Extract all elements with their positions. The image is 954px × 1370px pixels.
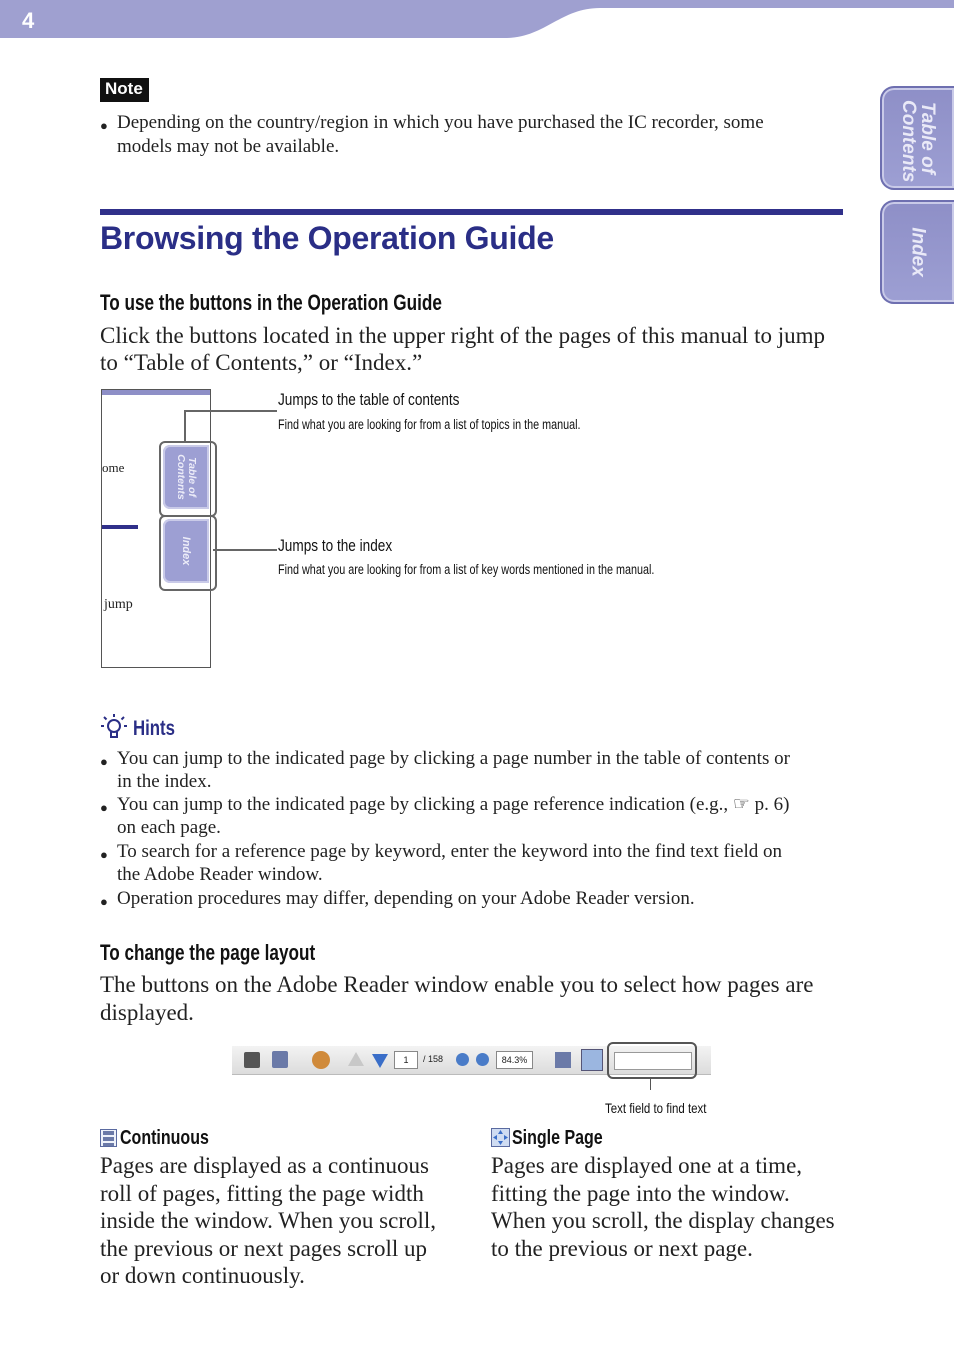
- hint-4-line-1: Operation procedures may differ, depending on your Adobe Reader version.: [117, 888, 695, 909]
- single-page-title: Single Page: [512, 1127, 603, 1149]
- collaborate-icon[interactable]: [312, 1051, 330, 1069]
- hint-2-line-2: on each page.: [117, 817, 221, 838]
- figure-index-tab-label: Index: [180, 536, 192, 566]
- callout-toc-desc: Find what you are looking for from a list of topics in the manual.: [278, 417, 581, 432]
- next-page-icon[interactable]: [372, 1054, 388, 1068]
- bullet-dot: ●: [100, 118, 108, 133]
- section-title: Browsing the Operation Guide: [100, 220, 554, 256]
- thumbnail-text-2: jump: [104, 597, 133, 612]
- zoom-out-icon[interactable]: [456, 1053, 469, 1066]
- find-callout: Text field to find text: [605, 1100, 707, 1116]
- find-field-highlight: [607, 1042, 697, 1079]
- hint-1-line-2: in the index.: [117, 771, 212, 792]
- single-page-icon[interactable]: [581, 1049, 603, 1071]
- zoom-input[interactable]: 84.3%: [496, 1051, 533, 1069]
- find-callout-line: [650, 1077, 651, 1090]
- thumbnail-rule: [102, 525, 138, 529]
- thumbnail-text-1: ome: [102, 460, 125, 475]
- callout-toc-title: Jumps to the table of contents: [278, 390, 460, 409]
- continuous-line: roll of pages, fitting the page width: [100, 1180, 424, 1206]
- note-line-2: models may not be available.: [117, 136, 340, 157]
- section-rule: [100, 209, 843, 215]
- buttons-line-1: Click the buttons located in the upper right of the pages of this manual to jump: [100, 323, 825, 348]
- continuous-title: Continuous: [120, 1127, 209, 1149]
- find-text-field[interactable]: [614, 1052, 692, 1070]
- note-badge: Note: [100, 78, 149, 102]
- hint-3-line-2: the Adobe Reader window.: [117, 864, 323, 885]
- bullet-dot: ●: [100, 847, 108, 862]
- single-page-description: [491, 1152, 871, 1262]
- header-band: [0, 0, 954, 40]
- bullet-dot: ●: [100, 894, 108, 909]
- callout-index-title: Jumps to the index: [278, 536, 393, 555]
- single-page-line: Pages are displayed one at a time,: [491, 1153, 803, 1178]
- figure-toc-tab-label: Table of Contents: [175, 454, 198, 500]
- continuous-line: or down continuously.: [100, 1263, 305, 1288]
- page-number: 4: [22, 8, 35, 33]
- page-number-input[interactable]: 1: [394, 1051, 418, 1069]
- hints-title: Hints: [133, 717, 175, 740]
- table-of-contents-tab[interactable]: [880, 86, 954, 190]
- note-line-1: Depending on the country/region in which you have purchased the IC recorder, some: [117, 112, 764, 133]
- bullet-dot: ●: [100, 754, 108, 769]
- hint-1-line-1: You can jump to the indicated page by clicking a page number in the table of contents or: [117, 748, 790, 769]
- figure-toc-tab[interactable]: [163, 445, 209, 509]
- email-icon[interactable]: [272, 1051, 288, 1068]
- print-icon[interactable]: [244, 1052, 260, 1068]
- callout-index-desc: Find what you are looking for from a list of key words mentioned in the manual.: [278, 562, 655, 577]
- page-total: / 158: [423, 1054, 444, 1064]
- single-page-icon: [491, 1128, 510, 1147]
- single-page-line: When you scroll, the display changes: [491, 1208, 835, 1233]
- continuous-line: the previous or next pages scroll up: [100, 1235, 428, 1261]
- hint-3-line-1: To search for a reference page by keyword, enter the keyword into the find text field on: [117, 841, 782, 862]
- single-page-line: to the previous or next page.: [491, 1235, 753, 1261]
- zoom-in-icon[interactable]: [476, 1053, 489, 1066]
- layout-line-2: displayed.: [100, 1000, 194, 1025]
- hint-2-line-1: You can jump to the indicated page by clicking a page reference indication (e.g., ☞ p. 6): [117, 794, 790, 815]
- bullet-dot: ●: [100, 800, 108, 815]
- table-of-contents-tab-label: Table of Contents: [898, 100, 938, 183]
- layout-line-1: The buttons on the Adobe Reader window enable you to select how pages are: [100, 972, 814, 997]
- figure-index-tab[interactable]: [163, 519, 209, 583]
- previous-page-icon[interactable]: [348, 1052, 364, 1066]
- continuous-icon[interactable]: [555, 1052, 571, 1068]
- continuous-line: Pages are displayed as a continuous: [100, 1153, 429, 1178]
- index-tab-label: Index: [907, 227, 929, 277]
- layout-heading: To change the page layout: [100, 940, 316, 965]
- index-tab[interactable]: [880, 200, 954, 304]
- single-page-line: fitting the page into the window.: [491, 1180, 790, 1206]
- buttons-heading: To use the buttons in the Operation Guide: [100, 290, 442, 315]
- continuous-description: [100, 1152, 470, 1290]
- continuous-line: inside the window. When you scroll,: [100, 1208, 437, 1233]
- continuous-icon: [100, 1129, 117, 1147]
- thumbnail-band: [102, 390, 210, 395]
- buttons-line-2: to “Table of Contents,” or “Index.”: [100, 350, 423, 375]
- lightbulb-icon: [100, 712, 128, 742]
